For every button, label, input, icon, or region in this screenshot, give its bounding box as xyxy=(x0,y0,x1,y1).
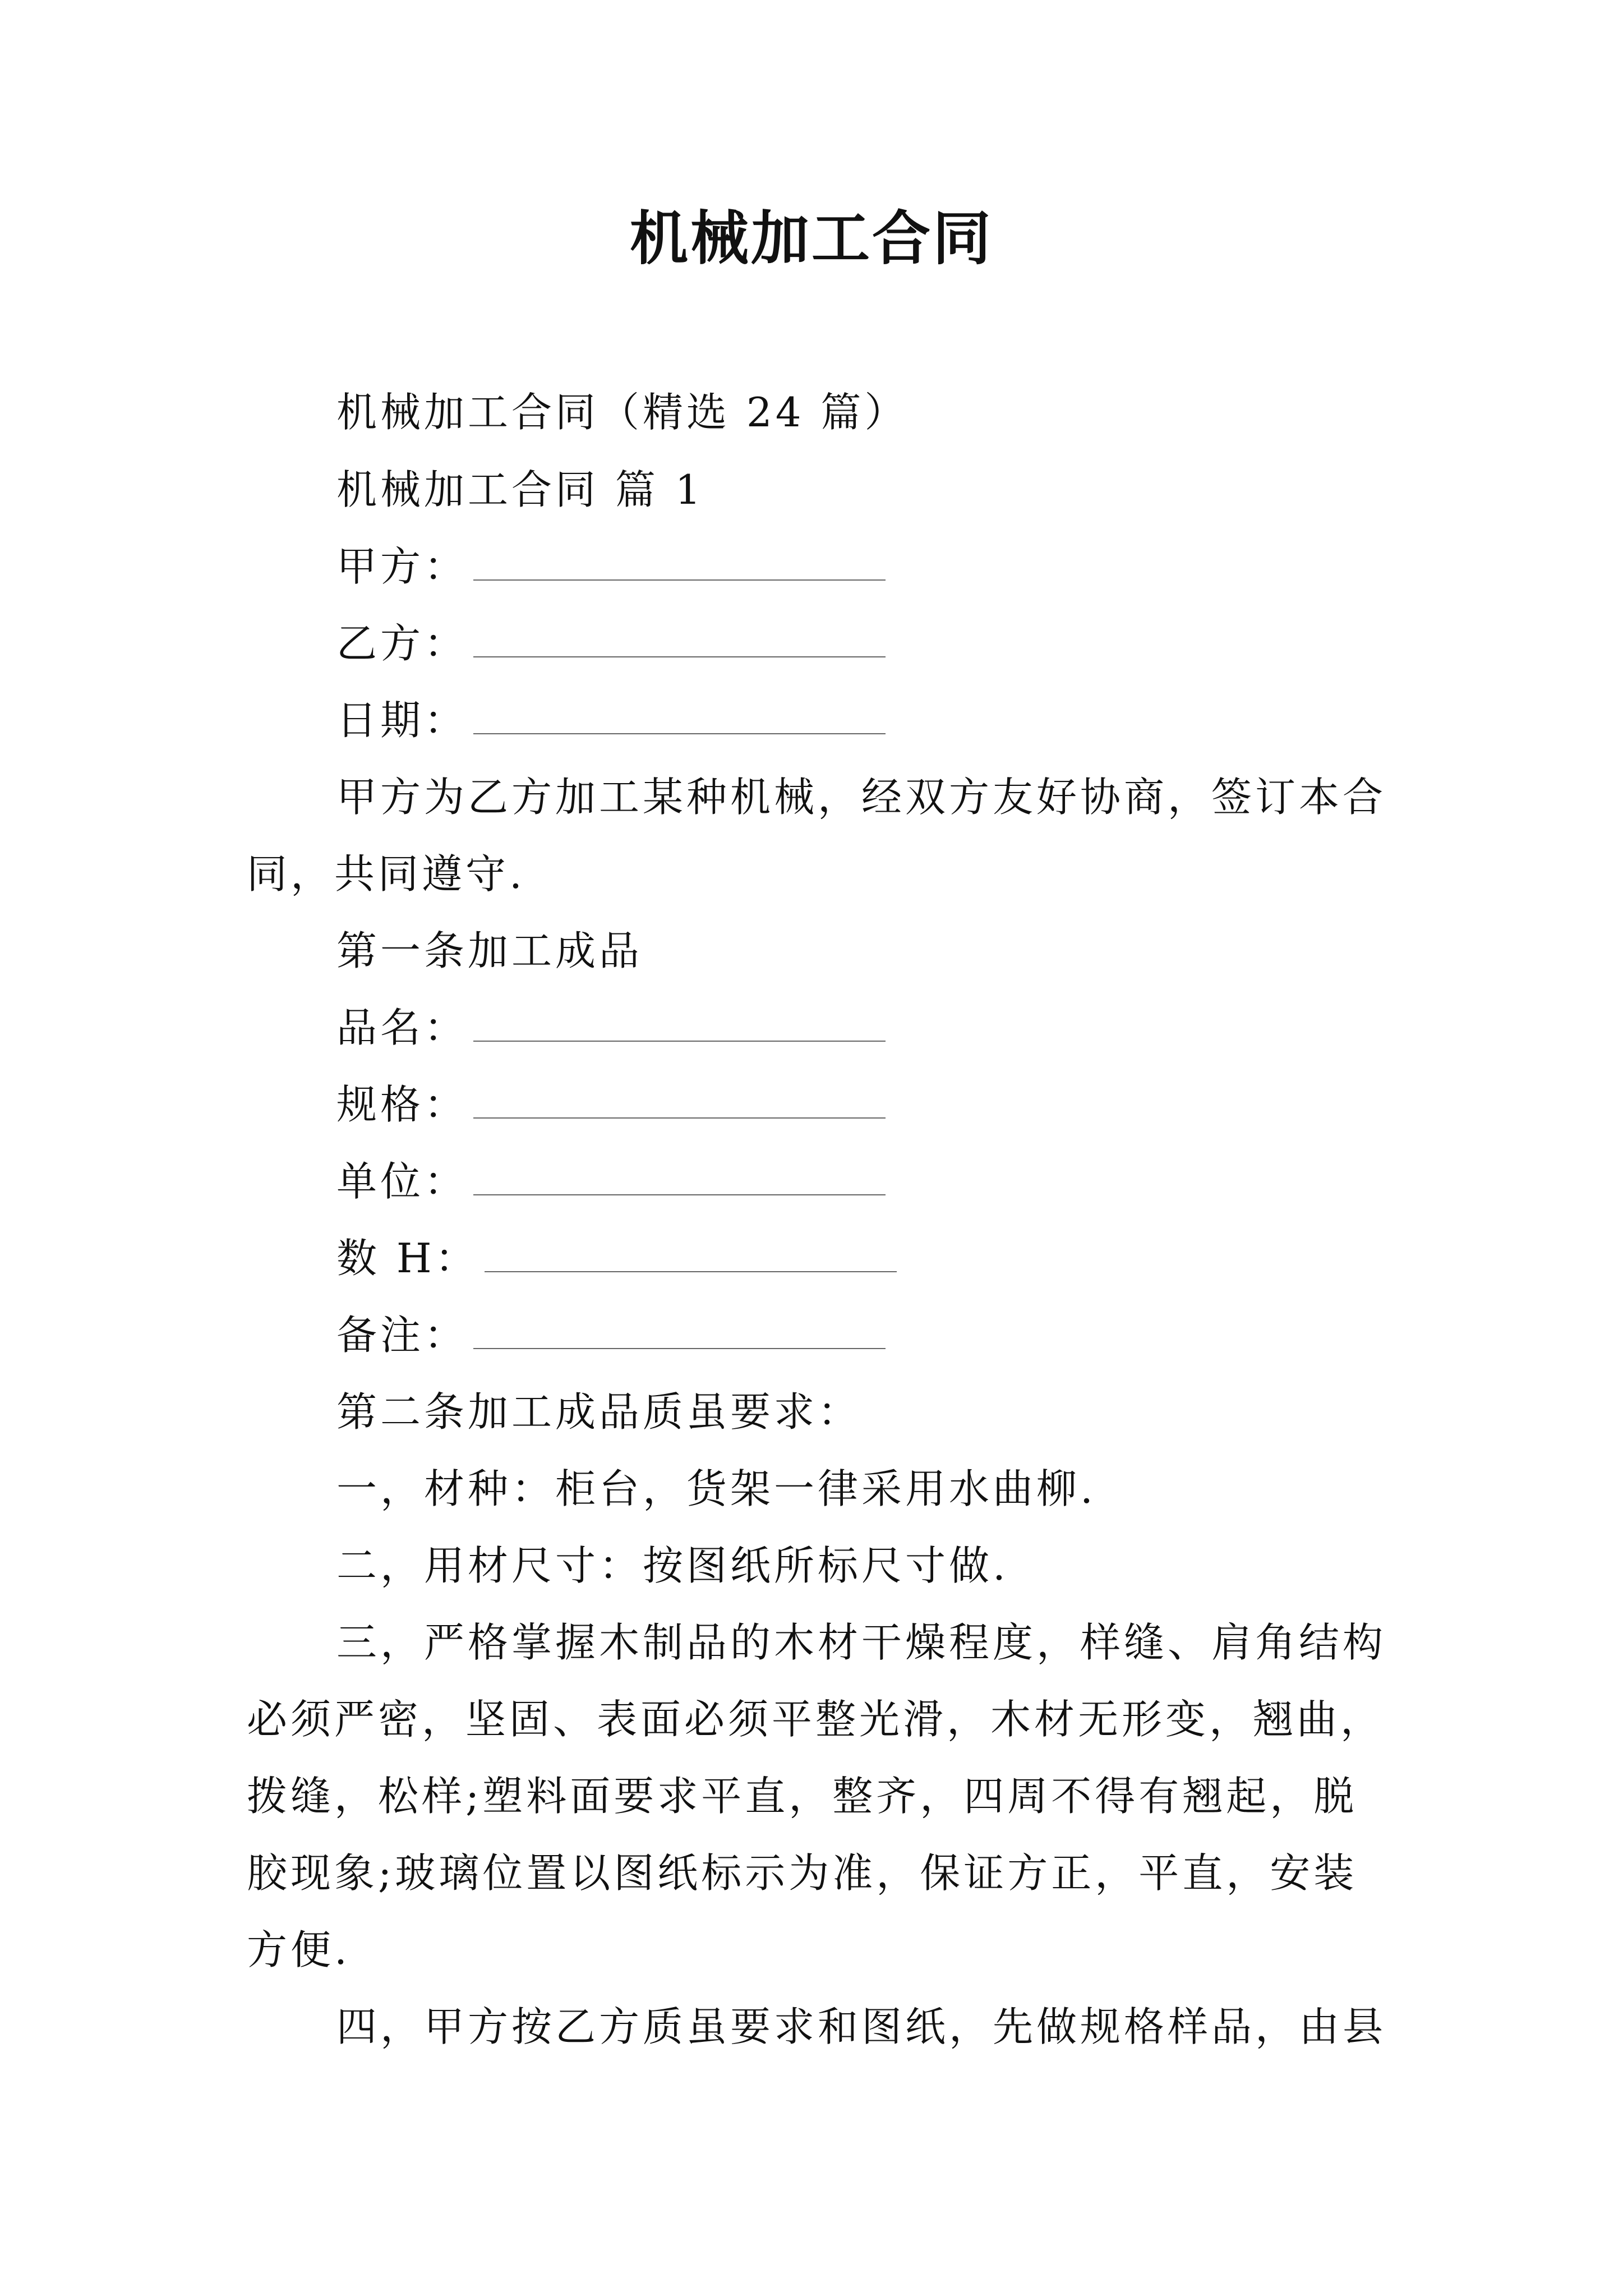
unit-label: 单位： xyxy=(336,1158,468,1205)
remarks-field xyxy=(336,1307,886,1363)
product-name-label: 品名： xyxy=(336,1004,468,1051)
item-3-line-5: 方便. xyxy=(247,1926,351,1973)
quantity-label: 数 H： xyxy=(336,1235,479,1282)
party-a-blank xyxy=(473,546,886,581)
remarks-blank xyxy=(473,1314,886,1349)
item-1: 一，材种：柜台，货架一律采用水曲柳. xyxy=(336,1465,1096,1512)
remarks-label: 备注： xyxy=(336,1312,468,1359)
product-name-blank xyxy=(473,1007,886,1042)
quantity-field xyxy=(336,1230,897,1286)
article-2-heading: 第二条加工成品质虽要求： xyxy=(336,1388,862,1435)
party-b-blank xyxy=(473,623,886,657)
item-3-line-4: 胶现象;玻璃位置以图纸标示为准，保证方正，平直，安装 xyxy=(247,1849,1358,1897)
party-b-label: 乙方： xyxy=(336,620,468,667)
unit-blank xyxy=(473,1161,886,1195)
document-title: 机械加工合同 xyxy=(629,204,993,273)
section-heading: 机械加工合同 篇 1 xyxy=(336,466,704,513)
party-a-field xyxy=(336,539,886,595)
quantity-blank xyxy=(485,1237,897,1272)
item-4-line-1: 四，甲方按乙方质虽要求和图纸，先做规格样品，由县 xyxy=(336,2003,1387,2050)
document-subtitle: 机械加工合同（精选 24 篇） xyxy=(336,389,909,436)
party-a-label: 甲方： xyxy=(336,543,468,590)
date-label: 日期： xyxy=(336,697,468,744)
specification-field xyxy=(336,1076,886,1133)
item-3-line-3: 拨缝，松样;塑料面要求平直，整齐，四周不得有翘起，脱 xyxy=(247,1773,1358,1820)
specification-blank xyxy=(473,1084,886,1119)
article-1-heading: 第一条加工成品 xyxy=(336,927,643,974)
date-field xyxy=(336,692,886,748)
item-2: 二，用材尺寸：按图纸所标尺寸做. xyxy=(336,1542,1009,1589)
specification-label: 规格： xyxy=(336,1081,468,1128)
intro-paragraph-line-1: 甲方为乙方加工某种机械，经双方友好协商，签订本合 xyxy=(336,774,1387,821)
product-name-field xyxy=(336,1000,886,1056)
unit-field xyxy=(336,1153,886,1209)
item-3-line-2: 必须严密，坚固、表面必须平整光滑，木材无形变，翘曲， xyxy=(247,1696,1385,1743)
intro-paragraph-line-2: 同，共同遵守. xyxy=(247,850,525,898)
party-b-field xyxy=(336,615,886,671)
item-3-line-1: 三，严格掌握木制品的木材干燥程度，样缝、肩角结构 xyxy=(336,1619,1387,1666)
date-blank xyxy=(473,700,886,734)
